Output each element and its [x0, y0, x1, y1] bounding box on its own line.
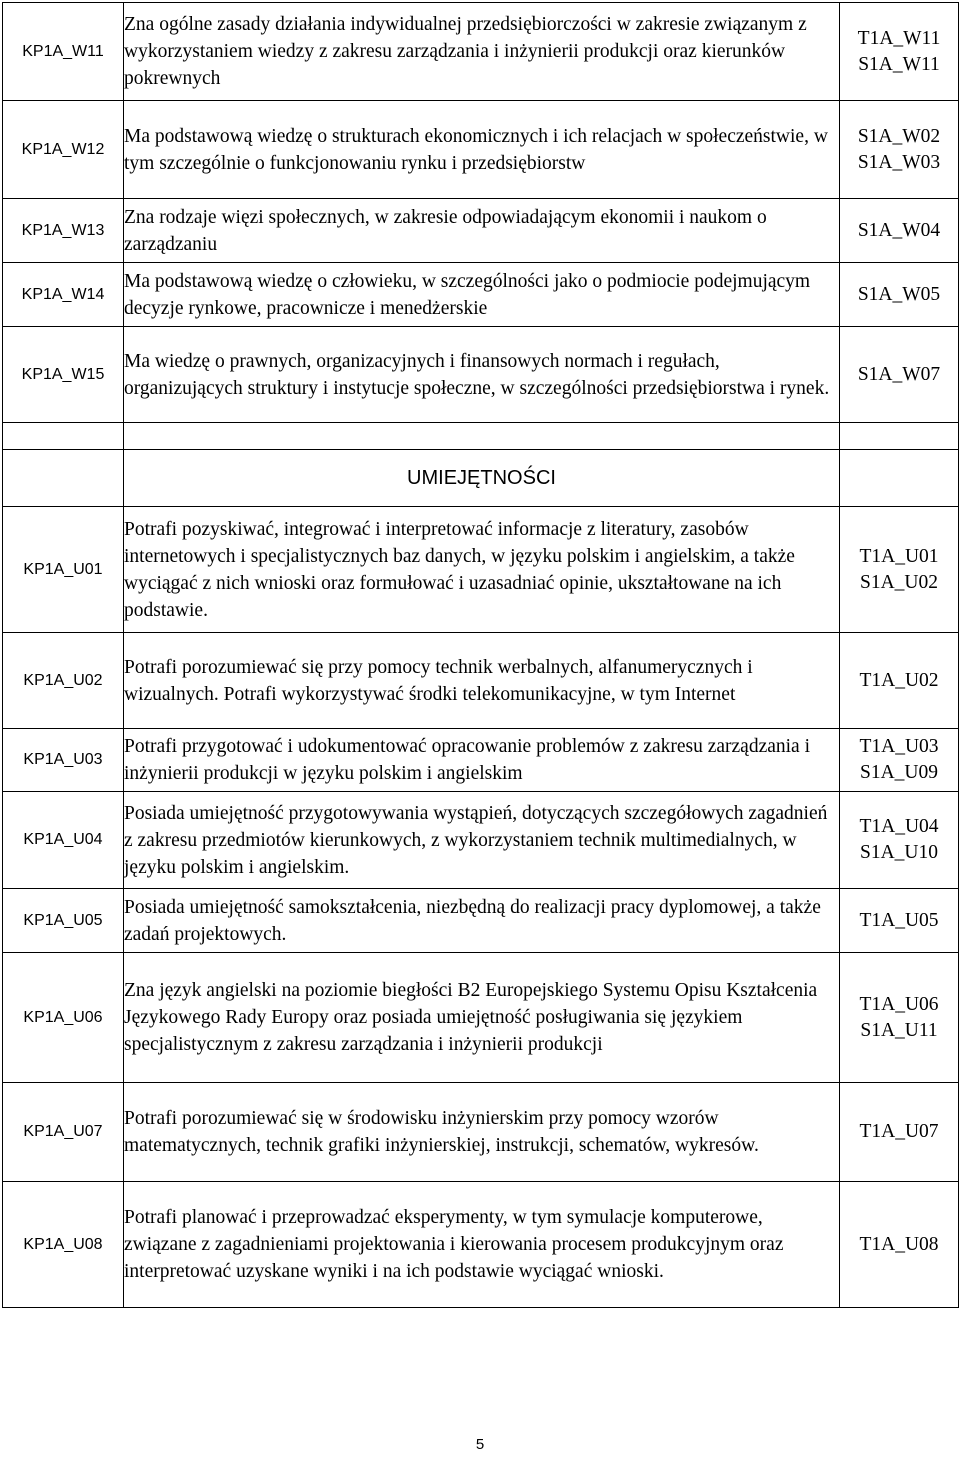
- table-row: [3, 1083, 959, 1182]
- outcome-description: Ma podstawową wiedzę o strukturach ekonomicznych i ich relacjach w społeczeństwie, w tym szczególnie o funkcjonowaniu rynku i przedsiębiorstw: [124, 101, 840, 199]
- reference-code: T1A_W11: [857, 27, 941, 49]
- outcome-description: Zna rodzaje więzi społecznych, w zakresie odpowiadającym ekonomii i naukom o zarządzaniu: [124, 199, 840, 263]
- learning-outcomes-table: [2, 2, 959, 1308]
- table-row: [3, 729, 959, 792]
- reference-code: S1A_W03: [857, 151, 941, 173]
- outcome-description: Potrafi pozyskiwać, integrować i interpretować informacje z literatury, zasobów internetowych i specjalistycznych baz danych, w języku polskim i angielskim, a także wyciągać z nich wnioski oraz formułować i uzasadniać opinie, ukształtowane na ich podstawie.: [124, 507, 840, 633]
- outcome-code: KP1A_U03: [3, 729, 124, 792]
- outcome-references: [840, 263, 959, 327]
- reference-code: S1A_W02: [857, 125, 941, 147]
- outcome-code: KP1A_U07: [3, 1083, 124, 1182]
- outcome-references: [840, 792, 959, 889]
- reference-code: T1A_U07: [859, 1121, 939, 1142]
- section-header-row: [3, 450, 959, 507]
- outcome-description: Potrafi porozumiewać się przy pomocy technik werbalnych, alfanumerycznych i wizualnych. Potrafi wykorzystywać środki telekomunikacyjne, w tym Internet: [124, 633, 840, 729]
- outcome-description: Posiada umiejętność samokształcenia, niezbędną do realizacji pracy dyplomowej, a także zadań projektowych.: [124, 889, 840, 953]
- outcome-references: [840, 729, 959, 792]
- reference-code: S1A_W07: [857, 363, 941, 385]
- table-row: [3, 3, 959, 101]
- outcome-references: [840, 953, 959, 1083]
- reference-code: S1A_W11: [858, 53, 940, 75]
- reference-code: S1A_U10: [859, 842, 938, 863]
- reference-code: T1A_U05: [859, 909, 939, 931]
- outcome-code: KP1A_U04: [3, 792, 124, 889]
- knowledge-section: [3, 3, 959, 450]
- outcome-references: [840, 327, 959, 423]
- section-header-blank: [3, 450, 124, 507]
- spacer-row: [3, 423, 959, 450]
- table-row: [3, 101, 959, 199]
- outcome-code: KP1A_W13: [3, 199, 124, 263]
- page-number: 5: [475, 1436, 485, 1453]
- outcome-description: Ma wiedzę o prawnych, organizacyjnych i finansowych normach i regułach, organizujących struktury i instytucje społeczne, w szczególności przedsiębiorstwa i rynek.: [124, 327, 840, 423]
- outcome-description: Potrafi porozumiewać się w środowisku inżynierskim przy pomocy wzorów matematycznych, technik grafiki inżynierskiej, instrukcji, schematów, wykresów.: [124, 1083, 840, 1182]
- outcome-code: KP1A_W11: [3, 3, 124, 101]
- table-row: [3, 199, 959, 263]
- reference-code: T1A_U03: [859, 736, 939, 757]
- outcome-references: [840, 1083, 959, 1182]
- outcome-references: [840, 889, 959, 953]
- section-header-blank: [840, 450, 959, 507]
- table-row: [3, 792, 959, 889]
- outcome-code: KP1A_U05: [3, 889, 124, 953]
- outcome-code: KP1A_U01: [3, 507, 124, 633]
- table-row: [3, 327, 959, 423]
- reference-code: T1A_U04: [859, 816, 939, 837]
- spacer-cell: [124, 423, 840, 450]
- reference-code: T1A_U01: [859, 545, 939, 567]
- reference-code: T1A_U02: [859, 669, 939, 691]
- outcome-description: Ma podstawową wiedzę o człowieku, w szczególności jako o podmiocie podejmującym decyzje rynkowe, pracownicze i menedżerskie: [124, 263, 840, 327]
- spacer-cell: [840, 423, 959, 450]
- outcome-description: Zna ogólne zasady działania indywidualnej przedsiębiorczości w zakresie związanym z wykorzystaniem wiedzy z zakresu zarządzania i inżynierii produkcji oraz kierunków pokrewnych: [124, 3, 840, 101]
- outcome-code: KP1A_U08: [3, 1182, 124, 1308]
- table-row: [3, 889, 959, 953]
- reference-code: S1A_U11: [860, 1019, 938, 1041]
- reference-code: S1A_U09: [859, 762, 938, 783]
- outcome-references: [840, 199, 959, 263]
- outcome-references: [840, 507, 959, 633]
- reference-code: T1A_U08: [859, 1233, 939, 1255]
- reference-code: S1A_W04: [857, 219, 941, 241]
- outcome-references: [840, 3, 959, 101]
- reference-code: T1A_U06: [859, 993, 939, 1015]
- outcome-code: KP1A_W12: [3, 101, 124, 199]
- table-row: [3, 1182, 959, 1308]
- outcome-code: KP1A_W14: [3, 263, 124, 327]
- outcome-description: Potrafi planować i przeprowadzać eksperymenty, w tym symulacje komputerowe, związane z zagadnieniami projektowania i kierowania procesem produkcyjnym oraz interpretować uzyskane wyniki i na ich podstawie wyciągać wnioski.: [124, 1182, 840, 1308]
- table-row: [3, 953, 959, 1083]
- section-title: UMIEJĘTNOŚCI: [124, 450, 840, 507]
- outcome-references: [840, 1182, 959, 1308]
- outcome-code: KP1A_U02: [3, 633, 124, 729]
- outcome-code: KP1A_W15: [3, 327, 124, 423]
- skills-section: [3, 450, 959, 1308]
- outcome-description: Potrafi przygotować i udokumentować opracowanie problemów z zakresu zarządzania i inżynierii produkcji w języku polskim i angielskim: [124, 729, 840, 792]
- outcome-description: Zna język angielski na poziomie biegłości B2 Europejskiego Systemu Opisu Kształcenia Językowego Rady Europy oraz posiada umiejętność posługiwania się językiem specjalistycznym z zakresu zarządzania i inżynierii produkcji: [124, 953, 840, 1083]
- table-row: [3, 263, 959, 327]
- table-row: [3, 633, 959, 729]
- outcome-code: KP1A_U06: [3, 953, 124, 1083]
- outcome-description: Posiada umiejętność przygotowywania wystąpień, dotyczących szczegółowych zagadnień z zakresu przedmiotów kierunkowych, z wykorzystaniem technik multimedialnych, w języku polskim i angielskim.: [124, 792, 840, 889]
- table-row: [3, 507, 959, 633]
- reference-code: S1A_W05: [857, 283, 941, 305]
- reference-code: S1A_U02: [859, 571, 938, 593]
- outcome-references: [840, 101, 959, 199]
- spacer-cell: [3, 423, 124, 450]
- outcome-references: [840, 633, 959, 729]
